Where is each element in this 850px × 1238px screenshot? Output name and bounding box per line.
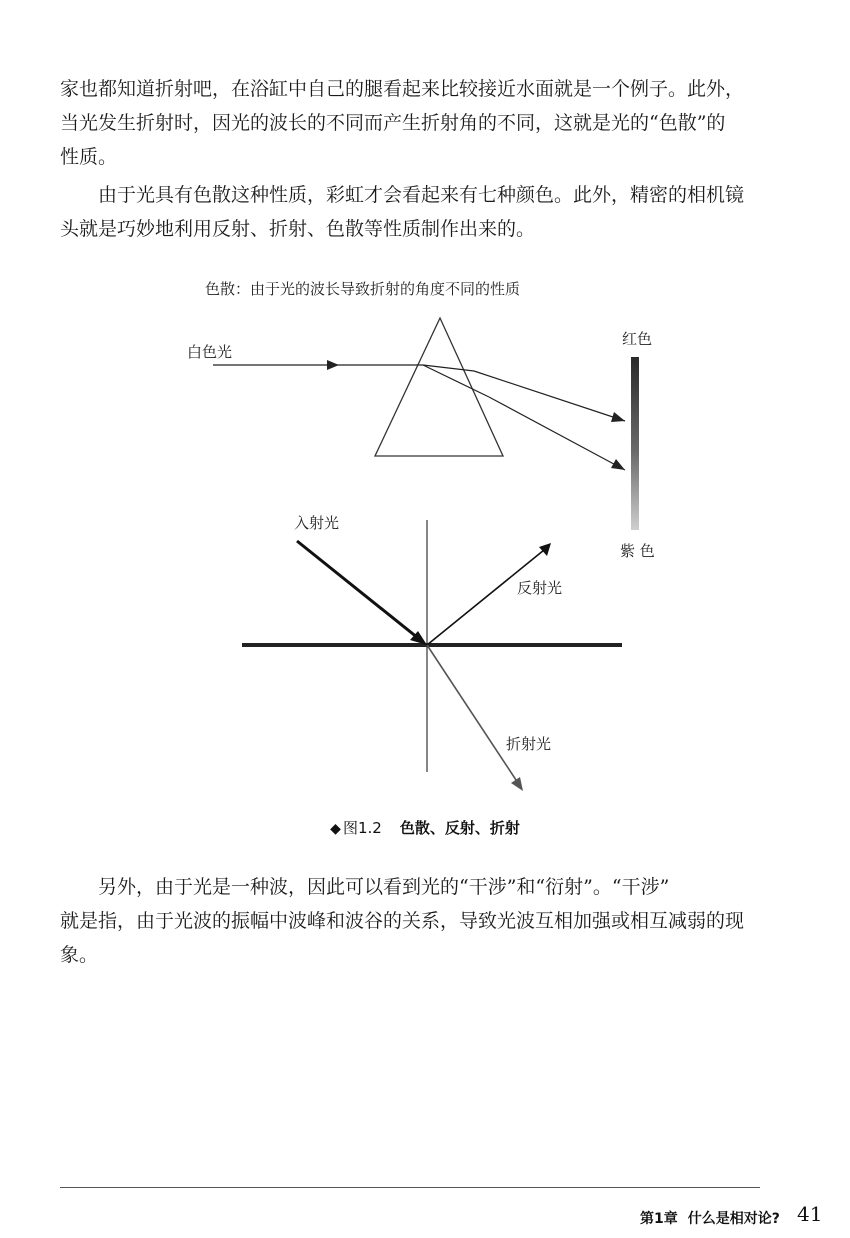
caption-text: 色散、反射、折射 [399,819,520,837]
paragraph-2 [60,178,790,246]
violet-label: 紫 色 [620,542,655,560]
figure-caption [0,817,850,838]
violet-ray [489,397,625,470]
chapter-number: 第1章 [640,1211,678,1227]
arrowhead [539,543,551,556]
running-footer [640,1208,780,1228]
white-light-label: 白色光 [187,343,233,361]
dispersion-title: 色散：由于光的波长导致折射的角度不同的性质 [205,280,521,298]
red-label: 红色 [622,330,653,348]
chapter-title: 什么是相对论? [687,1211,780,1227]
text-line: 由于光具有色散这种性质，彩虹才会看起来有七种颜色。此外，精密的相机镜 [60,184,745,206]
text-line: 另外，由于光是一种波，因此可以看到光的“干涉”和“衍射”。“干涉” [60,876,670,898]
page-number: 41 [797,1202,823,1226]
refracted-ray [427,645,518,783]
reflected-label: 反射光 [517,579,563,597]
text-line: 性质。 [60,146,118,168]
text-line: 当光发生折射时，因光的波长的不同而产生折射角的不同，这就是光的“色散”的 [60,112,726,134]
incident-ray [297,541,418,638]
reflected-ray [427,550,544,645]
paragraph-3 [60,870,790,972]
text-line: 象。 [60,944,99,966]
incident-label: 入射光 [294,514,340,532]
inner-ray-lower [423,365,489,397]
prism [375,318,503,456]
arrowhead [511,777,523,791]
caption-number: 图1.2 [342,819,382,837]
arrowhead [327,360,339,370]
arrowhead [611,412,625,422]
text-line: 就是指，由于光波的振幅中波峰和波谷的关系，导致光波互相加强或相互减弱的现 [60,910,745,932]
footer-rule [60,1187,760,1188]
inner-ray-upper [423,365,474,371]
text-line: 家也都知道折射吧，在浴缸中自己的腿看起来比较接近水面就是一个例子。此外， [60,78,745,100]
red-ray [474,371,625,421]
caption-marker: ◆ [330,821,341,837]
text-line: 头就是巧妙地利用反射、折射、色散等性质制作出来的。 [60,218,536,240]
figure-diagram [0,300,850,810]
paragraph-1 [60,72,790,174]
arrowhead [611,459,625,470]
refracted-label: 折射光 [506,735,552,753]
spectrum-bar [631,357,639,530]
